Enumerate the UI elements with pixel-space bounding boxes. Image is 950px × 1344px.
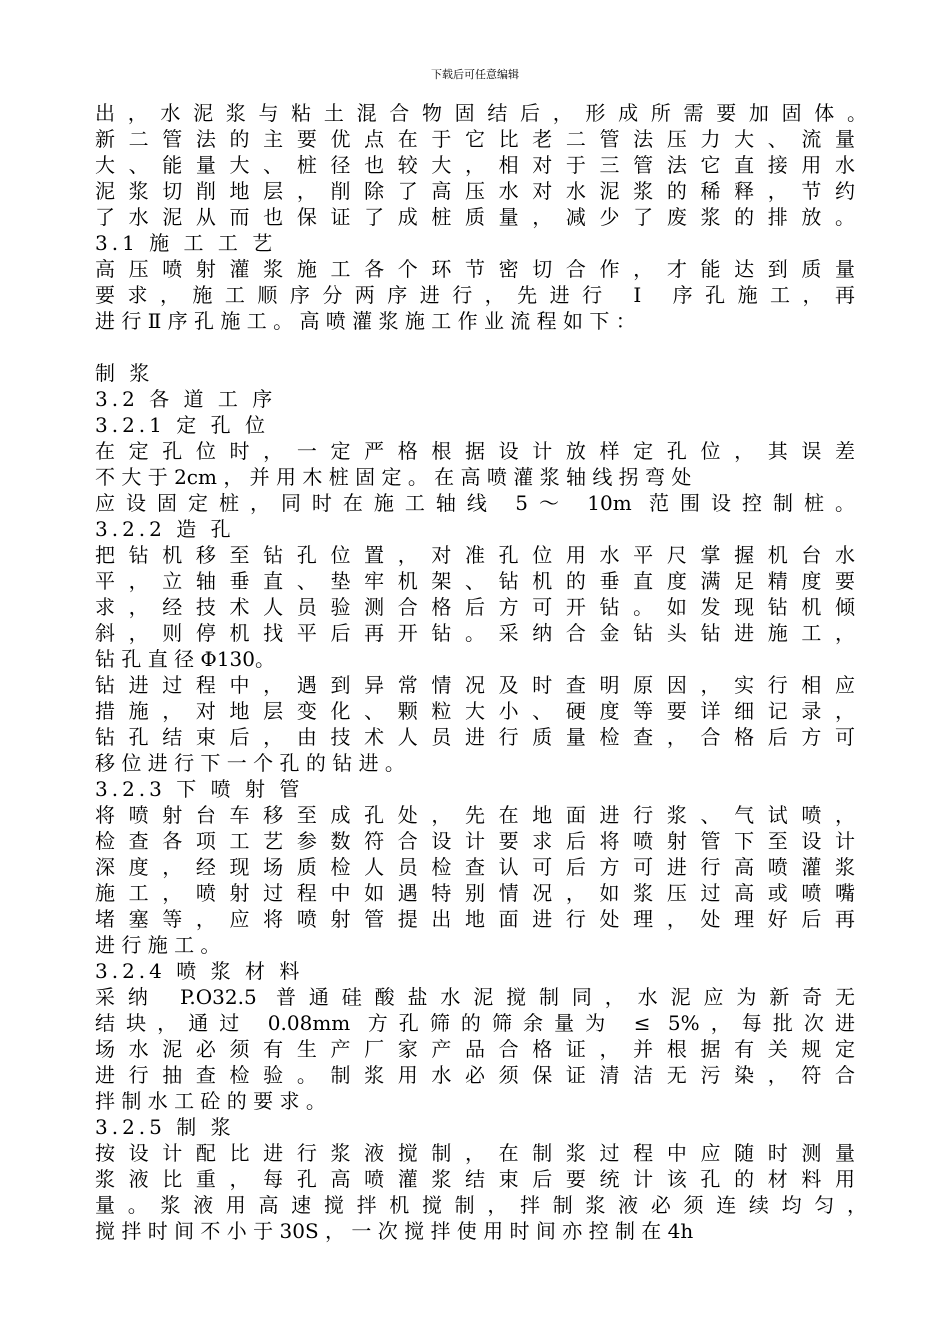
text-line: 堵塞等，应将喷射管提出地面进行处理，处理好后再: [95, 907, 855, 931]
text-line: 制 浆: [95, 361, 154, 385]
text-line: 进 行 Ⅱ 序 孔 施 工 。 高 喷 灌 浆 施 工 作 业 流 程 如 下 ：: [95, 309, 636, 333]
text-line: 场水泥必须有生产厂家产品合格证，并根据有关规定: [95, 1037, 855, 1061]
text-line: 钻进过程中，遇到异常情况及时查明原因，实行相应: [95, 673, 855, 697]
text-line: 进 行 施 工 。: [95, 933, 221, 957]
subsection-heading: 3.2.1 定 孔 位: [95, 413, 269, 437]
text-line: 把钻机移至钻孔位置，对准孔位用水平尺掌握机台水: [95, 543, 855, 567]
text-line: 按设计配比进行浆液搅制，在制浆过程中应随时测量: [95, 1141, 855, 1165]
text-line: 采纳 P.O32.5 普通硅酸盐水泥搅制同，水泥应为新奇无: [95, 985, 855, 1009]
text-line: 平，立轴垂直、垫牢机架、钻机的垂直度满足精度要: [95, 569, 855, 593]
text-line: 钻 孔 直 径 Φ130。: [95, 647, 275, 671]
text-line: 不 大 于 2cm ， 并 用 木 桩 固 定 。 在 高 喷 灌 浆 轴 线 拐 弯 处: [95, 465, 692, 489]
text-line: 钻孔结束后，由技术人员进行质量检查，合格后方可: [95, 725, 855, 749]
text-line: 求，经技术人员验测合格后方可开钻。如发现钻机倾: [95, 595, 855, 619]
subsection-heading: 3.2.3 下 喷 射 管: [95, 777, 304, 801]
text-line: 要求，施工顺序分两序进行，先进行 Ⅰ 序孔施工，再: [95, 283, 855, 307]
text-line: 搅 拌 时 间 不 小 于 30S ， 一 次 搅 拌 使 用 时 间 亦 控 制 在 4h: [95, 1219, 694, 1243]
subsection-heading: 3.2.5 制 浆: [95, 1115, 235, 1139]
text-line: 新二管法的主要优点在于它比老二管法压力大、流量: [95, 127, 855, 151]
body-text: [95, 100, 867, 1244]
text-line: 大、能量大、桩径也较大，相对于三管法它直接用水: [95, 153, 855, 177]
text-line: 检查各项工艺参数符合设计要求后将喷射管下至设计: [95, 829, 855, 853]
text-line: 了水泥从而也保证了成桩质量，减少了废浆的排放。: [95, 205, 855, 229]
subsection-heading: 3.2.4 喷 浆 材 料: [95, 959, 304, 983]
text-line: 斜，则停机找平后再开钻。采纳合金钻头钻进施工，: [95, 621, 855, 645]
text-line: 浆液比重，每孔高喷灌浆结束后要统计该孔的材料用: [95, 1167, 855, 1191]
text-line: 结块，通过 0.08mm 方孔筛的筛余量为 ≤ 5%，每批次进: [95, 1011, 855, 1035]
text-line: 拌 制 水 工 砼 的 要 求 。: [95, 1089, 326, 1113]
text-line: 应设固定桩，同时在施工轴线 5～ 10m 范围设控制桩。: [95, 491, 855, 515]
text-line: 量。浆液用高速搅拌机搅制，拌制浆液必须连续均匀，: [95, 1193, 867, 1217]
blank-line: [95, 334, 855, 360]
text-line: 移 位 进 行 下 一 个 孔 的 钻 进 。: [95, 751, 405, 775]
subsection-heading: 3.2.2 造 孔: [95, 517, 235, 541]
text-line: 进行抽查检验。制浆用水必须保证清洁无污染，符合: [95, 1063, 855, 1087]
text-line: 将喷射台车移至成孔处，先在地面进行浆、气试喷，: [95, 803, 855, 827]
text-line: 高压喷射灌浆施工各个环节密切合作，才能达到质量: [95, 257, 855, 281]
text-line: 出，水泥浆与粘土混合物固结后，形成所需要加固体。: [95, 101, 867, 125]
text-line: 施工，喷射过程中如遇特别情况，如浆压过高或喷嘴: [95, 881, 855, 905]
text-line: 深度，经现场质检人员检查认可后方可进行高喷灌浆: [95, 855, 855, 879]
text-line: 泥浆切削地层，削除了高压水对水泥浆的稀释，节约: [95, 179, 855, 203]
page-header: 下载后可任意编辑: [431, 68, 519, 81]
text-line: 在定孔位时，一定严格根据设计放样定孔位，其误差: [95, 439, 855, 463]
section-heading: 3.1 施 工 工 艺: [95, 231, 277, 255]
section-heading: 3.2 各 道 工 序: [95, 387, 277, 411]
text-line: 措施，对地层变化、颗粒大小、硬度等要详细记录，: [95, 699, 855, 723]
